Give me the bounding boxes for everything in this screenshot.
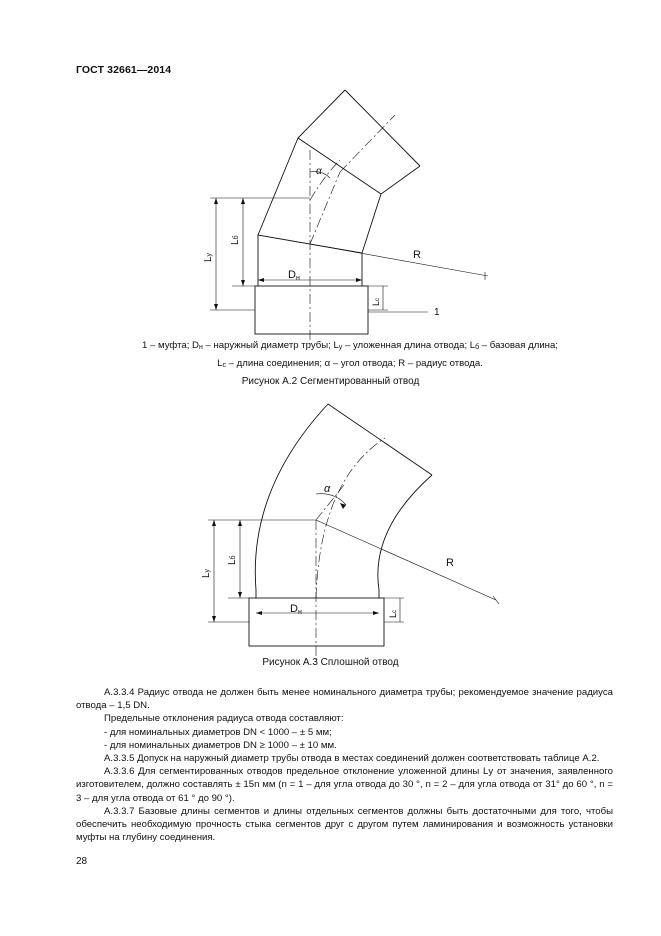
paragraph-limits: Предельные отклонения радиуса отвода составляют: [104,713,344,725]
ly-label-a2: Lу [203,252,214,262]
list-item-limit2: - для номинальных диаметров DN ≥ 1000 – ± 10 мм. [104,739,337,751]
body-text [76,686,613,844]
lc-label-a3: Lс [388,609,398,618]
alpha-label-a3: α [324,483,331,495]
radius-label-a3: R [446,557,454,569]
lb-label-a3: Lб [227,555,238,565]
paragraph-a334: А.3.3.4 Радиус отвода не должен быть менее номинального диаметра трубы; рекомендуемое значение радиуса отвода – 1,5 DN. [76,687,613,712]
ly-label-a3: Lу [201,568,212,578]
paragraph-a335: А.3.3.5 Допуск на наружный диаметр трубы отвода в местах соединений должен соответствовать таблице А.2. [104,753,600,765]
alpha-label-a2: α [316,166,322,177]
lb-label-a2: Lб [230,235,241,245]
lc-label-a2: Lс [371,297,381,306]
dn-label-a3: Dн [290,603,302,616]
list-item-limit1: - для номинальных диаметров DN < 1000 – ± 5 мм; [104,726,332,738]
document-header: ГОСТ 32661—2014 [76,64,172,76]
radius-label-a2: R [413,249,421,261]
dn-label-a2: Dн [288,269,300,282]
figure-a3-caption: Рисунок А.3 Сплошной отвод [262,657,399,668]
page-number: 28 [76,856,88,867]
paragraph-a337: А.3.3.7 Базовые длины сегментов и длины отдельных сегментов должны быть достаточными для того, чтобы обеспечить необходимую прочность стыка сегментов друг с другом путем ламинирования и возможность установки муфты на глубину соединения. [76,805,613,844]
coupling-a3 [249,598,384,646]
figure-a2-legend: 1 – муфта; $D_н$ – наружный диаметр трубы; $L_у$ – уложенная длина отвода; $L_б$ – базовая длина; $L_с$ – длина соединения; α – угол отвода; R – радиус отвода. [142,340,558,369]
paragraph-a336: А.3.3.6 Для сегментированных отводов предельное отклонение уложенной длины Lу от значения, заявленного изготовителем, должно составлять ± 15n мм (n = 1 – для угла отвода до 30 °, n = 2 – для угла отвода от 31° до 60 °, n = 3 – для угла отвода от 61 ° до 90 °). [76,766,613,804]
figure-a2-caption: Рисунок А.2 Сегментированный отвод [241,376,420,387]
callout-1-a2: 1 [434,307,440,318]
